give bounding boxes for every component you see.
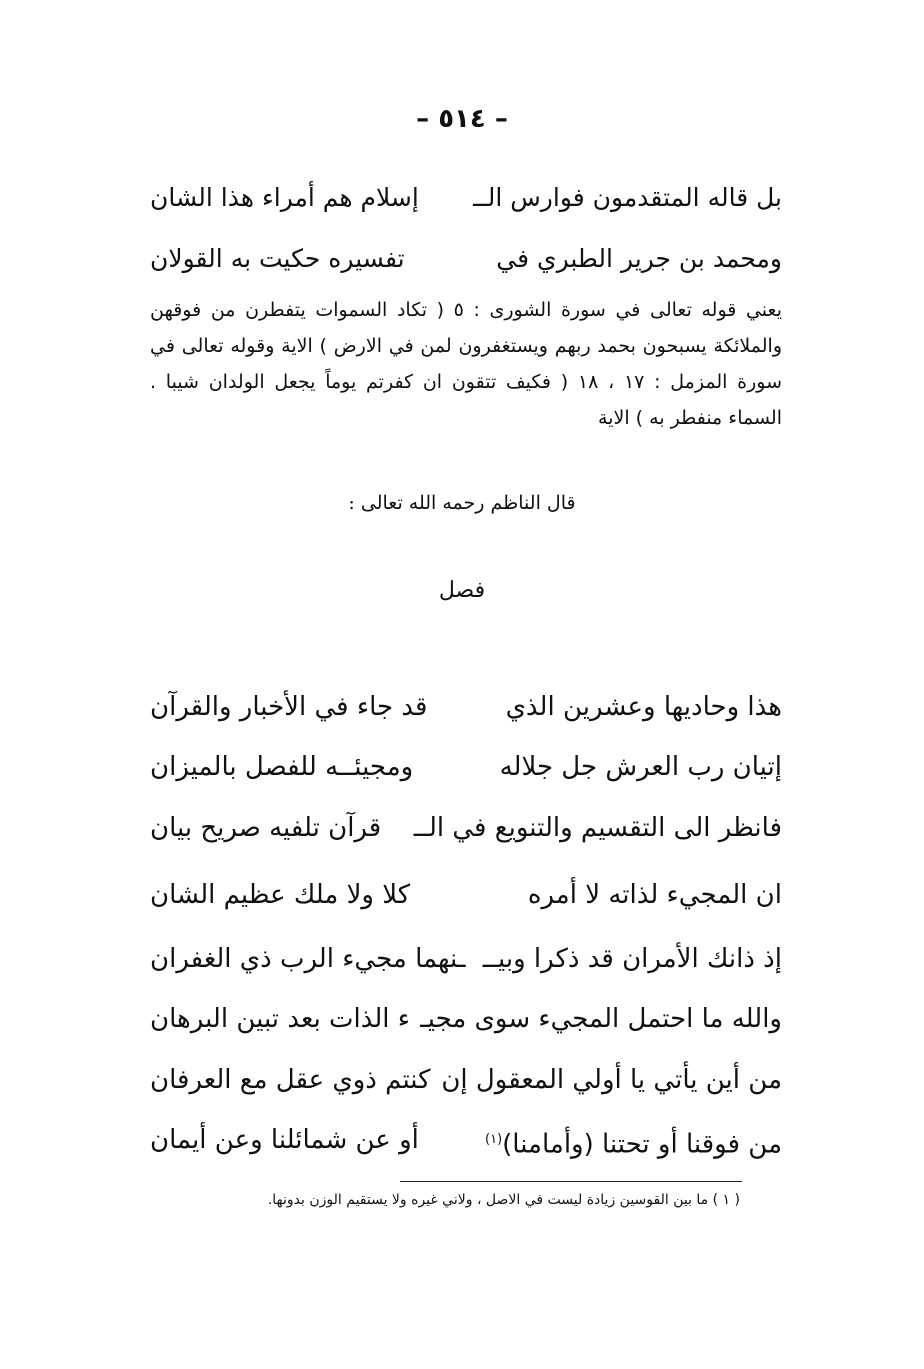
verse-second-hemistich: ـنهما مجيء الرب ذي الغفران: [150, 944, 466, 974]
verse-first-hemistich: من أين يأتي يا أولي المعقول إن: [441, 1065, 782, 1095]
verse-4: [150, 867, 782, 923]
verse-second-hemistich: قرآن تلفيه صريح بيان: [150, 813, 382, 843]
verse-second-hemistich: تفسيره حكيت به القولان: [150, 244, 405, 273]
verse-first-hemistich: ان المجيء لذاته لا أمره: [527, 880, 782, 910]
verse-5: [150, 931, 782, 987]
intro-verse-2: [150, 231, 782, 287]
verse-second-hemistich: كلا ولا ملك عظيم الشان: [150, 880, 411, 910]
page-number: – ٥١٤ –: [416, 104, 508, 134]
poet-said-line: قال الناظم رحمه الله تعالى :: [348, 492, 576, 514]
verse-second-hemistich: أو عن شمائلنا وعن أيمان: [150, 1125, 419, 1155]
verse-7: [150, 1052, 782, 1108]
verse-second-hemistich: قد جاء في الأخبار والقرآن: [150, 692, 428, 722]
verse-second-hemistich: ء الذات بعد تبين البرهان: [150, 1004, 410, 1034]
verse-8: [150, 1112, 782, 1168]
verse-first-hemistich: إتيان رب العرش جل جلاله: [499, 752, 782, 782]
verse-2: [150, 739, 782, 795]
section-heading: فصل: [438, 578, 486, 603]
verse-first-hemistich-text: من فوقنا أو تحتنا (وأمامنا): [502, 1129, 782, 1160]
verse-3: [150, 800, 782, 856]
verse-first-hemistich: [485, 1112, 782, 1173]
verse-6: [150, 991, 782, 1047]
verse-first-hemistich: إذ ذانك الأمران قد ذكرا وبيــ: [482, 944, 782, 974]
intro-verse-1: [150, 170, 782, 226]
footnote-marker: (١): [485, 1132, 503, 1147]
verse-1: [150, 679, 782, 735]
footnote-divider: [400, 1181, 742, 1182]
commentary-paragraph: يعني قوله تعالى في سورة الشورى : ٥ ( تكاد السموات يتفطرن من فوقهن والملائكة يسبحون بحمد ربهم ويستغفرون لمن في الارض ) الاية وقوله تعالى في سورة المزمل : ١٧ ، ١٨ ( فكيف تتقون ان كفرتم يوماً يجعل الولدان شيبا . السماء منفطر به ) الاية: [150, 299, 782, 429]
commentary-prose: [150, 292, 782, 436]
verse-first-hemistich: فانظر الى التقسيم والتنويع في الــ: [413, 813, 782, 843]
verse-second-hemistich: ومجيئــه للفصل بالميزان: [150, 752, 414, 782]
verse-first-hemistich: هذا وحاديها وعشرين الذي: [505, 692, 782, 722]
verse-first-hemistich: والله ما احتمل المجيء سوى مجيـ: [420, 1004, 782, 1034]
verse-first-hemistich: بل قاله المتقدمون فوارس الــ: [473, 183, 782, 212]
verse-second-hemistich: كنتم ذوي عقل مع العرفان: [150, 1065, 431, 1095]
footnote: ( ١ ) ما بين القوسين زيادة ليست في الاصل ، ولاني غيره ولا يستقيم الوزن بدونها.: [267, 1192, 740, 1208]
verse-first-hemistich: ومحمد بن جرير الطبري في: [496, 244, 782, 273]
verse-second-hemistich: إسلام هم أمراء هذا الشان: [150, 183, 419, 212]
